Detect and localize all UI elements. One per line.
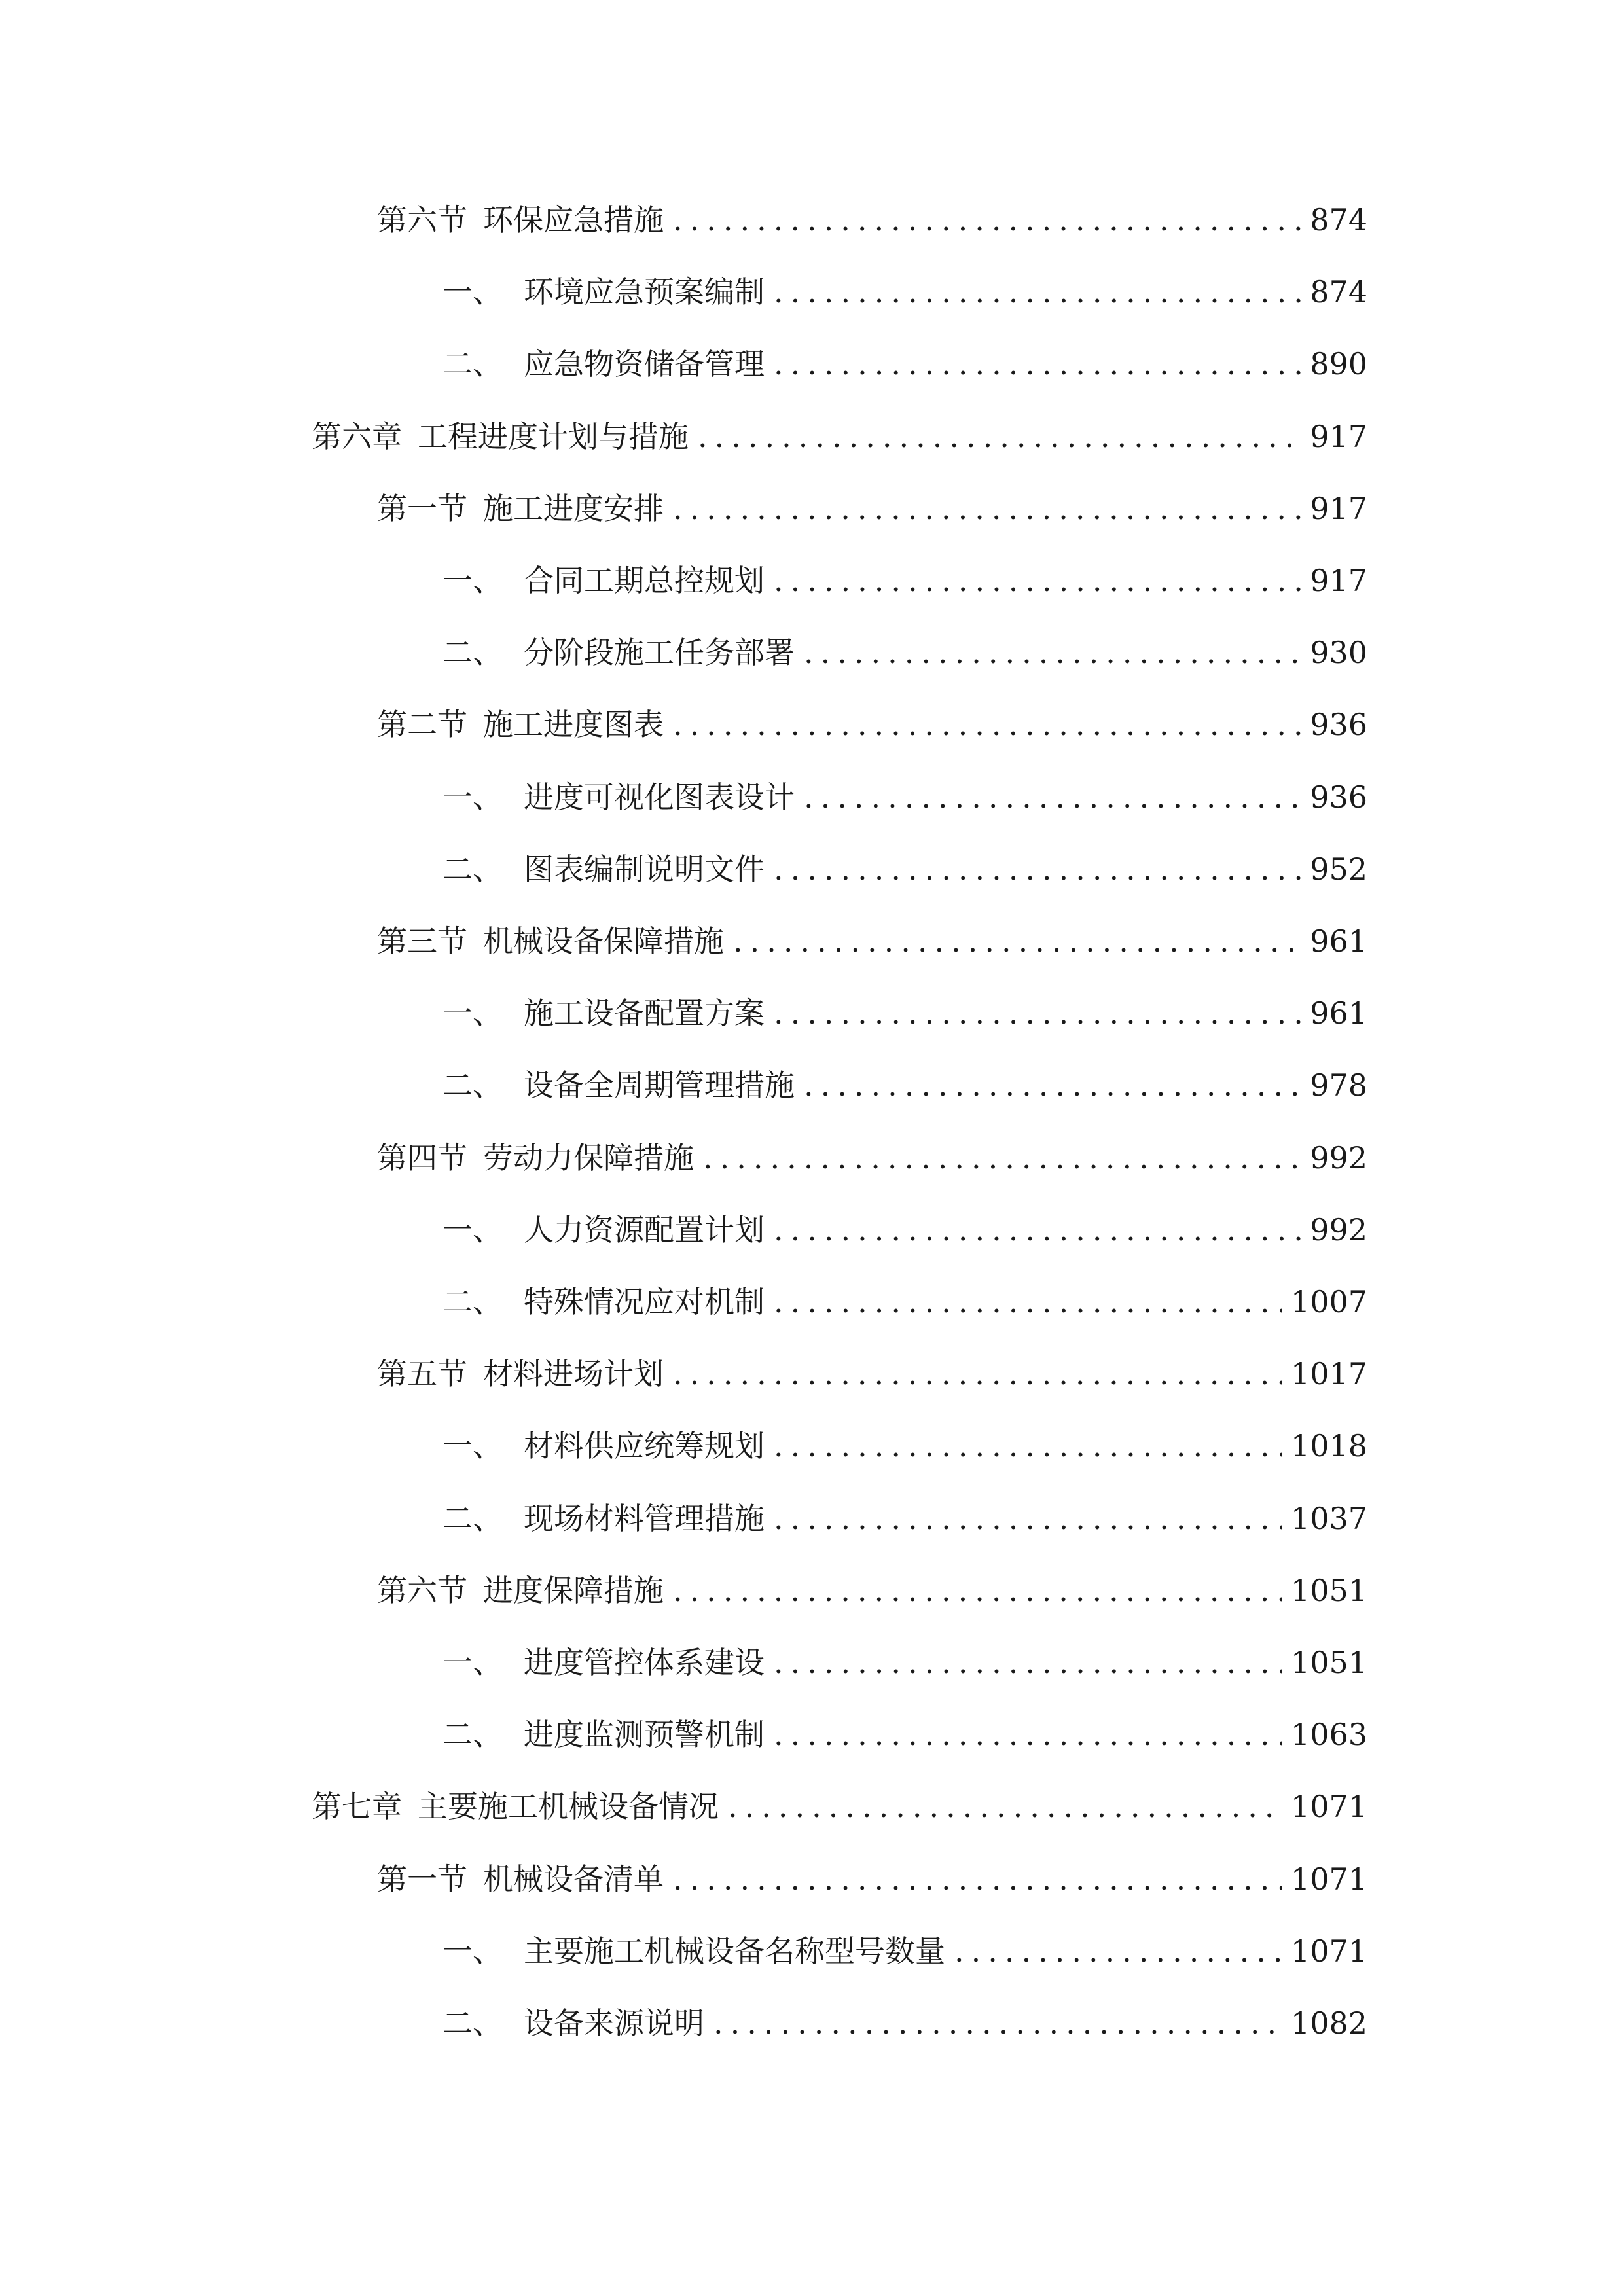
toc-entry[interactable]	[442, 554, 1367, 607]
toc-entry-number: 第一节	[377, 1861, 467, 1897]
toc-entry-page-number: 952	[1310, 852, 1367, 887]
toc-entry[interactable]	[442, 1492, 1367, 1545]
toc-dot-leader	[774, 554, 1301, 607]
toc-dot-leader	[954, 1925, 1282, 1977]
toc-dot-leader	[774, 266, 1301, 318]
toc-entry-page-number: 978	[1310, 1067, 1367, 1103]
toc-entry-page-number: 1071	[1290, 1933, 1367, 1969]
toc-entry-page-number: 1037	[1290, 1501, 1367, 1536]
toc-entry-title: 设备全周期管理措施	[524, 1067, 795, 1103]
toc-entry-page-number: 874	[1310, 274, 1367, 310]
toc-dot-leader	[774, 1708, 1282, 1761]
toc-entry-title: 主要施工机械设备情况	[418, 1789, 719, 1824]
toc-entry[interactable]	[442, 338, 1367, 390]
toc-entry-number: 第六章	[312, 419, 402, 454]
toc-dot-leader	[774, 1204, 1301, 1256]
toc-entry-title: 人力资源配置计划	[524, 1212, 765, 1247]
toc-entry[interactable]	[312, 1780, 1367, 1833]
toc-dot-leader	[673, 1564, 1282, 1617]
toc-entry-title: 进度可视化图表设计	[524, 780, 795, 815]
toc-dot-leader	[774, 1276, 1282, 1328]
toc-entry-title: 材料进场计划	[483, 1356, 664, 1391]
toc-entry[interactable]	[442, 1925, 1367, 1977]
toc-entry[interactable]	[377, 915, 1367, 967]
toc-entry-title: 应急物资储备管理	[524, 346, 765, 382]
toc-entry-page-number: 961	[1310, 924, 1367, 959]
toc-dot-leader	[698, 410, 1301, 463]
toc-entry-number: 第三节	[377, 924, 467, 959]
toc-dot-leader	[774, 1492, 1282, 1545]
toc-entry-title: 主要施工机械设备名称型号数量	[524, 1933, 945, 1969]
toc-entry-page-number: 1082	[1290, 2005, 1367, 2041]
toc-entry-number: 第七章	[312, 1789, 402, 1824]
toc-entry[interactable]	[442, 987, 1367, 1039]
toc-entry-number: 二、	[442, 1284, 503, 1319]
toc-entry-page-number: 1018	[1290, 1428, 1367, 1463]
toc-entry-page-number: 917	[1310, 563, 1367, 598]
toc-dot-leader	[774, 843, 1301, 895]
toc-entry-title: 进度保障措施	[483, 1573, 664, 1608]
toc-entry-title: 设备来源说明	[524, 2005, 704, 2041]
toc-dot-leader	[713, 1997, 1282, 2049]
toc-entry-title: 施工进度图表	[483, 707, 664, 742]
toc-entry[interactable]	[442, 1636, 1367, 1689]
toc-entry[interactable]	[312, 410, 1367, 463]
toc-entry-title: 机械设备保障措施	[483, 924, 724, 959]
toc-entry[interactable]	[442, 1997, 1367, 2049]
toc-entry-title: 进度监测预警机制	[524, 1717, 765, 1752]
toc-entry-number: 二、	[442, 852, 503, 887]
toc-entry-number: 一、	[442, 1428, 503, 1463]
toc-dot-leader	[774, 338, 1301, 390]
toc-dot-leader	[774, 987, 1301, 1039]
toc-entry-number: 第六节	[377, 1573, 467, 1608]
toc-entry[interactable]	[442, 843, 1367, 895]
toc-entry-number: 一、	[442, 780, 503, 815]
toc-entry-title: 施工进度安排	[483, 491, 664, 526]
toc-entry-number: 二、	[442, 1067, 503, 1103]
toc-entry[interactable]	[377, 194, 1367, 246]
toc-entry[interactable]	[442, 626, 1367, 679]
toc-entry-number: 第四节	[377, 1140, 467, 1175]
toc-dot-leader	[804, 626, 1301, 679]
toc-entry-page-number: 1051	[1290, 1573, 1367, 1608]
toc-entry-title: 机械设备清单	[483, 1861, 664, 1897]
toc-entry[interactable]	[377, 1853, 1367, 1905]
toc-entry-number: 二、	[442, 1717, 503, 1752]
toc-entry-number: 一、	[442, 996, 503, 1031]
toc-entry-page-number: 917	[1310, 491, 1367, 526]
toc-entry-title: 分阶段施工任务部署	[524, 635, 795, 670]
toc-entry-title: 环保应急措施	[483, 202, 664, 238]
toc-dot-leader	[673, 1348, 1282, 1400]
toc-dot-leader	[804, 1059, 1301, 1111]
toc-entry-page-number: 936	[1310, 707, 1367, 742]
toc-entry-number: 一、	[442, 563, 503, 598]
toc-entry-page-number: 874	[1310, 202, 1367, 238]
toc-entry[interactable]	[442, 1420, 1367, 1472]
toc-dot-leader	[804, 771, 1301, 823]
toc-entry-title: 合同工期总控规划	[524, 563, 765, 598]
toc-entry-page-number: 1063	[1290, 1717, 1367, 1752]
toc-entry-number: 第六节	[377, 202, 467, 238]
toc-dot-leader	[703, 1132, 1301, 1184]
toc-entry-page-number: 917	[1310, 419, 1367, 454]
toc-dot-leader	[673, 1853, 1282, 1905]
toc-entry-number: 第五节	[377, 1356, 467, 1391]
toc-dot-leader	[673, 482, 1301, 535]
toc-entry-title: 图表编制说明文件	[524, 852, 765, 887]
toc-entry[interactable]	[377, 1348, 1367, 1400]
toc-entry-page-number: 1051	[1290, 1645, 1367, 1680]
toc-entry[interactable]	[442, 266, 1367, 318]
toc-entry-number: 一、	[442, 274, 503, 310]
toc-entry[interactable]	[442, 1204, 1367, 1256]
toc-entry-number: 一、	[442, 1645, 503, 1680]
toc-entry-page-number: 930	[1310, 635, 1367, 670]
toc-entry-title: 材料供应统筹规划	[524, 1428, 765, 1463]
toc-entry[interactable]	[442, 1276, 1367, 1328]
toc-entry-page-number: 961	[1310, 996, 1367, 1031]
toc-entry-page-number: 1071	[1290, 1789, 1367, 1824]
toc-entry-page-number: 992	[1310, 1140, 1367, 1175]
toc-entry[interactable]	[442, 771, 1367, 823]
toc-entry-title: 进度管控体系建设	[524, 1645, 765, 1680]
toc-entry-number: 二、	[442, 1501, 503, 1536]
toc-dot-leader	[774, 1636, 1282, 1689]
toc-entry-page-number: 1071	[1290, 1861, 1367, 1897]
toc-dot-leader	[728, 1780, 1282, 1833]
toc-entry-number: 二、	[442, 346, 503, 382]
toc-entry-page-number: 890	[1310, 346, 1367, 382]
toc-entry-title: 现场材料管理措施	[524, 1501, 765, 1536]
toc-entry-title: 特殊情况应对机制	[524, 1284, 765, 1319]
toc-entry-title: 施工设备配置方案	[524, 996, 765, 1031]
toc-entry[interactable]	[377, 698, 1367, 751]
toc-dot-leader	[673, 194, 1301, 246]
toc-entry-title: 工程进度计划与措施	[418, 419, 689, 454]
toc-entry-number: 二、	[442, 2005, 503, 2041]
toc-entry[interactable]	[442, 1708, 1367, 1761]
toc-entry-title: 环境应急预案编制	[524, 274, 765, 310]
toc-dot-leader	[673, 698, 1301, 751]
toc-entry-page-number: 1017	[1290, 1356, 1367, 1391]
toc-dot-leader	[774, 1420, 1282, 1472]
toc-entry-number: 一、	[442, 1212, 503, 1247]
toc-entry-number: 二、	[442, 635, 503, 670]
toc-entry-number: 第一节	[377, 491, 467, 526]
toc-entry[interactable]	[377, 1132, 1367, 1184]
toc-entry-number: 一、	[442, 1933, 503, 1969]
toc-entry[interactable]	[442, 1059, 1367, 1111]
toc-entry-page-number: 1007	[1290, 1284, 1367, 1319]
toc-dot-leader	[733, 915, 1301, 967]
toc-entry-title: 劳动力保障措施	[483, 1140, 694, 1175]
toc-entry[interactable]	[377, 1564, 1367, 1617]
toc-entry-page-number: 992	[1310, 1212, 1367, 1247]
toc-entry[interactable]	[377, 482, 1367, 535]
toc-entry-page-number: 936	[1310, 780, 1367, 815]
toc-entry-number: 第二节	[377, 707, 467, 742]
